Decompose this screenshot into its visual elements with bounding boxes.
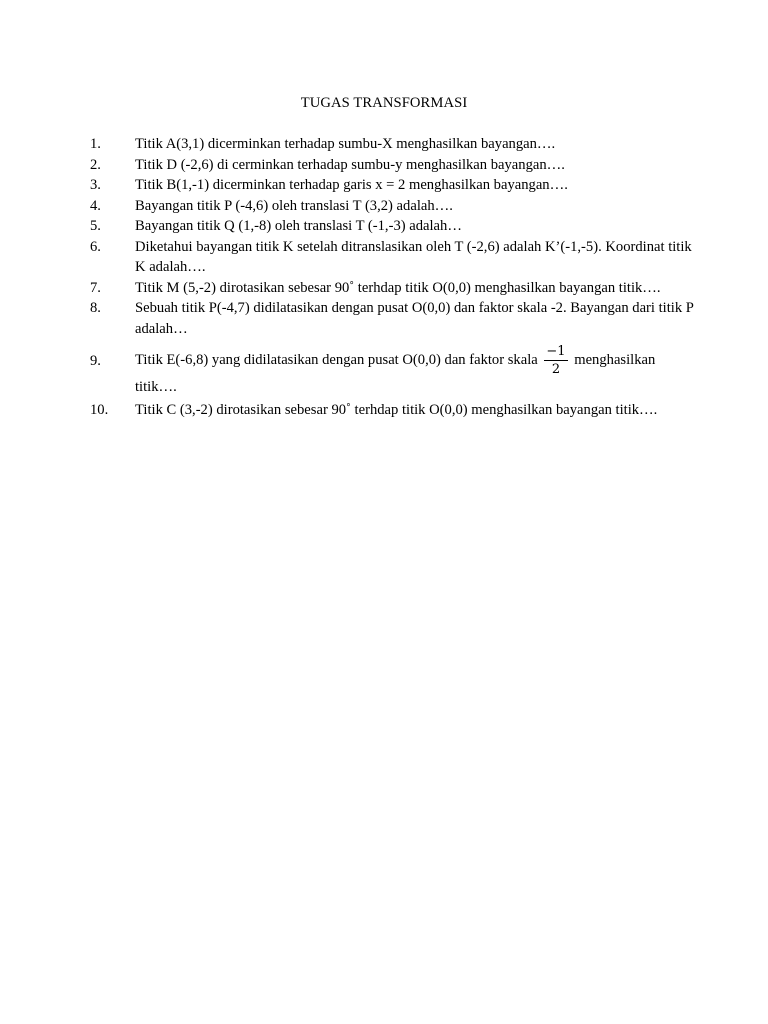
- item-number: 5.: [90, 218, 101, 234]
- item-number: 6.: [90, 238, 101, 255]
- list-item: [90, 175, 690, 196]
- list-item: [90, 343, 690, 398]
- item-text: Titik M (5,-2) dirotasikan sebesar 90˚ terhdap titik O(0,0) menghasilkan bayangan titik….: [135, 279, 661, 296]
- list-item: [90, 278, 690, 299]
- item-number: 8.: [90, 300, 101, 316]
- item-number: 7.: [90, 279, 101, 296]
- list-item: [90, 237, 690, 278]
- item-text: [135, 343, 695, 377]
- question-list: [90, 134, 694, 420]
- list-item: [90, 155, 690, 176]
- list-item: [90, 216, 690, 237]
- item-text: Titik A(3,1) dicerminkan terhadap sumbu-X menghasilkan bayangan….: [135, 136, 556, 152]
- item-text: Bayangan titik P (-4,6) oleh translasi T (3,2) adalah….: [135, 197, 453, 214]
- item-number: 3.: [90, 177, 101, 193]
- item-number: 1.: [90, 136, 101, 152]
- item-text: Titik D (-2,6) di cerminkan terhadap sumbu-y menghasilkan bayangan….: [135, 156, 565, 173]
- item-text: Bayangan titik Q (1,-8) oleh translasi T (-1,-3) adalah…: [135, 218, 462, 234]
- fraction-denominator: 2: [551, 362, 561, 378]
- item-number: 4.: [90, 197, 101, 214]
- item-text: Diketahui bayangan titik K setelah ditranslasikan oleh T (-2,6) adalah K’(-1,-5). Koordinat titik K adalah….: [135, 238, 692, 275]
- item-text: Sebuah titik P(-4,7) didilatasikan dengan pusat O(0,0) dan faktor skala -2. Bayangan dari titik P adalah…: [135, 300, 694, 337]
- item-text: Titik B(1,-1) dicerminkan terhadap garis x = 2 menghasilkan bayangan….: [135, 177, 568, 193]
- list-item: [90, 400, 690, 421]
- item-number: 9.: [90, 353, 101, 369]
- list-item: [90, 196, 690, 217]
- item-text: Titik C (3,-2) dirotasikan sebesar 90˚ terhdap titik O(0,0) menghasilkan bayangan titik….: [135, 401, 658, 418]
- document-title: TUGAS TRANSFORMASI: [300, 95, 468, 111]
- list-item: [90, 134, 690, 155]
- item-number: 10.: [90, 401, 109, 418]
- list-item: [90, 298, 694, 339]
- item-number: 2.: [90, 156, 101, 173]
- item-text-continuation: titik….: [135, 379, 177, 396]
- fraction: [544, 344, 567, 377]
- item-text-before: Titik E(-6,8) yang didilatasikan dengan pusat O(0,0) dan faktor skala: [135, 352, 538, 368]
- item-text-after: menghasilkan: [574, 352, 656, 368]
- fraction-numerator: −1: [546, 344, 566, 360]
